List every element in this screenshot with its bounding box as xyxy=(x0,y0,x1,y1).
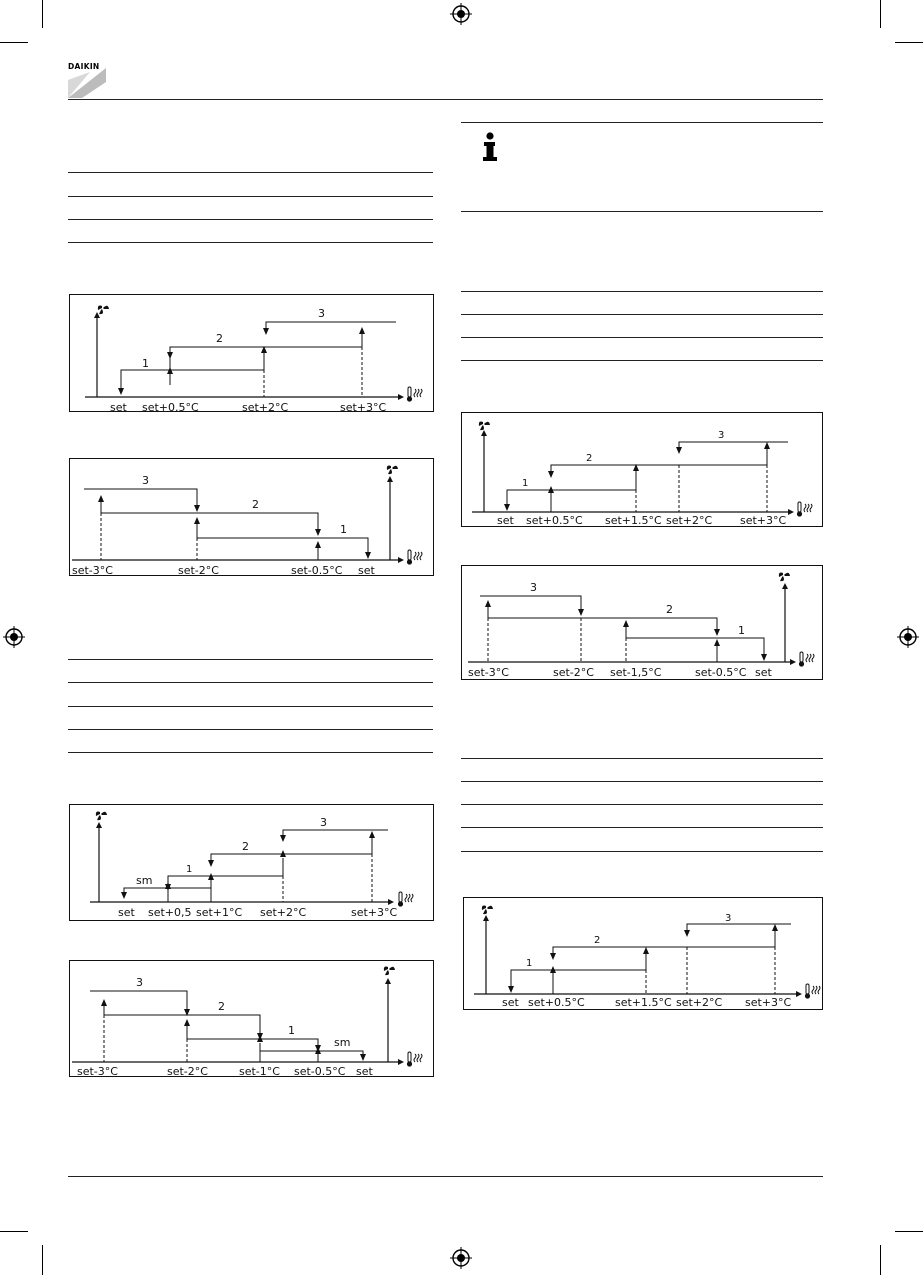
thermometer-heat-icon xyxy=(797,502,812,517)
tick-label: set+1.5°C xyxy=(605,514,662,527)
down-arrow xyxy=(280,835,286,842)
crop-mark xyxy=(880,0,881,28)
table-rule xyxy=(461,781,823,782)
up-arrow xyxy=(764,442,770,449)
level-1-line xyxy=(187,1023,318,1050)
tick-label: set+2°C xyxy=(666,514,713,527)
info-icon xyxy=(481,132,499,162)
up-arrow xyxy=(98,495,104,502)
fan-speed-diagram xyxy=(69,294,434,412)
tick-label: set+3°C xyxy=(340,401,387,414)
table-rule xyxy=(68,219,433,220)
header-rule xyxy=(68,99,823,100)
down-arrow xyxy=(761,654,767,661)
down-arrow xyxy=(684,930,690,937)
y-axis-arrow xyxy=(94,312,100,318)
x-axis-arrow xyxy=(388,899,394,905)
down-arrow xyxy=(208,860,214,867)
down-arrow xyxy=(676,447,682,454)
fan-icon xyxy=(479,422,490,431)
down-arrow xyxy=(118,388,124,395)
tick-label: set-1,5°C xyxy=(610,666,662,679)
crop-mark xyxy=(895,1231,923,1232)
table-rule xyxy=(461,851,823,852)
level-2-line xyxy=(551,446,767,475)
tick-label: set+3°C xyxy=(740,514,787,527)
tick-label: set+0.5°C xyxy=(526,514,583,527)
level-label: 1 xyxy=(340,523,347,536)
fan-speed-diagram xyxy=(463,897,823,1010)
up-arrow xyxy=(772,924,778,931)
tick-label: set xyxy=(356,1065,373,1078)
fan-icon xyxy=(384,967,395,976)
tick-label: set-3°C xyxy=(72,564,113,577)
table-rule xyxy=(68,706,433,707)
tick-label: set-0.5°C xyxy=(291,564,343,577)
fan-icon xyxy=(98,306,109,315)
level-label: 1 xyxy=(526,958,533,969)
level-label: 2 xyxy=(242,840,249,853)
tick-label: set-3°C xyxy=(77,1065,118,1078)
tick-label: set+0.5°C xyxy=(528,996,585,1009)
up-arrow xyxy=(184,1019,190,1026)
crop-mark xyxy=(42,1245,43,1275)
level-label: sm xyxy=(334,1036,351,1049)
tick-label: set-2°C xyxy=(178,564,219,577)
fan-icon xyxy=(779,573,790,582)
up-arrow xyxy=(101,999,107,1006)
tick-label: set+3°C xyxy=(351,906,398,919)
tick-label: set+0.5°C xyxy=(142,401,199,414)
fan-icon xyxy=(482,906,493,915)
tick-label: set xyxy=(110,401,127,414)
x-axis-arrow xyxy=(796,991,802,997)
y-axis-arrow xyxy=(96,822,102,828)
tick-label: set+0,5 xyxy=(148,906,192,919)
down-arrow xyxy=(578,609,584,616)
level-label: 2 xyxy=(586,453,593,464)
x-axis-arrow xyxy=(790,659,796,665)
table-rule xyxy=(68,752,433,753)
tick-label: set+1.5°C xyxy=(615,996,672,1009)
level-3-line xyxy=(480,596,581,613)
tick-label: set-0.5°C xyxy=(695,666,747,679)
table-rule xyxy=(461,827,823,828)
level-label: 1 xyxy=(186,864,193,875)
fan-speed-diagram xyxy=(461,565,823,680)
table-rule xyxy=(461,314,823,315)
registration-mark xyxy=(897,626,919,648)
level-label: 1 xyxy=(288,1024,295,1037)
level-label: sm xyxy=(136,874,153,887)
tick-label: set-0.5°C xyxy=(294,1065,346,1078)
thermometer-heat-icon xyxy=(398,892,413,907)
up-arrow xyxy=(194,517,200,524)
level-3-line xyxy=(679,442,788,451)
level-1-line xyxy=(511,951,646,990)
down-arrow xyxy=(548,471,554,478)
table-rule xyxy=(68,242,433,243)
registration-mark xyxy=(3,626,25,648)
crop-mark xyxy=(42,0,43,28)
down-arrow xyxy=(263,328,269,335)
tick-label: set-2°C xyxy=(167,1065,208,1078)
level-2-line xyxy=(488,604,717,633)
tick-label: set-2°C xyxy=(553,666,594,679)
y-axis-arrow xyxy=(481,430,487,436)
brand-name: DAIKIN xyxy=(68,62,100,71)
thermometer-heat-icon xyxy=(407,550,422,565)
fan-speed-diagram xyxy=(69,458,434,576)
table-rule xyxy=(461,758,823,759)
down-arrow xyxy=(504,504,510,511)
tick-label: set+2°C xyxy=(676,996,723,1009)
x-axis-arrow xyxy=(398,1059,404,1065)
table-rule xyxy=(461,804,823,805)
table-rule xyxy=(68,196,433,197)
level-label: 3 xyxy=(318,307,325,320)
level-label: 1 xyxy=(522,478,529,489)
table-rule xyxy=(68,729,433,730)
level-2-line xyxy=(104,1003,260,1037)
down-arrow xyxy=(714,629,720,636)
x-axis-arrow xyxy=(398,557,404,563)
crop-mark xyxy=(880,1245,881,1275)
registration-mark xyxy=(450,3,472,25)
tick-label: set xyxy=(502,996,519,1009)
level-2-line xyxy=(101,499,318,533)
tick-label: set xyxy=(755,666,772,679)
tick-label: set xyxy=(497,514,514,527)
x-axis-arrow xyxy=(788,509,794,515)
down-arrow xyxy=(315,529,321,536)
level-label: 2 xyxy=(252,498,259,511)
crop-mark xyxy=(0,42,28,43)
down-arrow xyxy=(167,352,173,359)
fan-icon xyxy=(96,812,107,821)
level-2-line xyxy=(553,928,775,957)
thermometer-heat-icon xyxy=(407,1052,422,1067)
table-rule xyxy=(68,172,433,173)
table-rule xyxy=(68,682,433,683)
x-axis-arrow xyxy=(398,394,404,400)
level-label: 2 xyxy=(216,332,223,345)
tick-label: set-3°C xyxy=(468,666,509,679)
up-arrow xyxy=(359,327,365,334)
fan-speed-diagram xyxy=(461,412,823,527)
tick-label: set+2°C xyxy=(260,906,307,919)
up-arrow xyxy=(623,620,629,627)
tick-label: set+1°C xyxy=(196,906,243,919)
down-arrow xyxy=(360,1054,366,1061)
level-label: 3 xyxy=(320,816,327,829)
level-2-line xyxy=(211,835,372,865)
tick-label: set+2°C xyxy=(242,401,289,414)
up-arrow xyxy=(643,947,649,954)
level-label: 2 xyxy=(218,1000,225,1013)
down-arrow xyxy=(194,505,200,512)
level-label: 3 xyxy=(530,581,537,594)
fan-speed-diagram xyxy=(69,960,434,1077)
level-label: 1 xyxy=(142,357,149,370)
footer-rule xyxy=(68,1176,823,1177)
level-3-line xyxy=(266,322,396,333)
thermometer-heat-icon xyxy=(805,984,820,999)
fan-icon xyxy=(387,466,398,475)
crop-mark xyxy=(0,1231,28,1232)
up-arrow xyxy=(369,831,375,838)
tick-label: set-1°C xyxy=(239,1065,280,1078)
down-arrow xyxy=(508,986,514,993)
y-axis-arrow xyxy=(483,915,489,921)
level-label: 3 xyxy=(725,913,732,924)
tick-label: set xyxy=(358,564,375,577)
table-rule xyxy=(461,360,823,361)
daikin-logo xyxy=(68,60,106,98)
level-label: 2 xyxy=(594,935,601,946)
down-arrow xyxy=(550,953,556,960)
level-label: 1 xyxy=(738,624,745,637)
up-arrow xyxy=(485,600,491,607)
registration-mark xyxy=(450,1247,472,1269)
down-arrow xyxy=(365,552,371,559)
tick-label: set+3°C xyxy=(745,996,792,1009)
table-rule xyxy=(68,659,433,660)
fan-speed-diagram xyxy=(69,804,434,921)
level-label: 2 xyxy=(666,603,673,616)
down-arrow xyxy=(121,892,127,899)
level-label: 3 xyxy=(136,976,143,989)
note-rule xyxy=(461,211,823,212)
y-axis-arrow xyxy=(387,476,393,482)
level-label: 3 xyxy=(142,474,149,487)
table-rule xyxy=(461,337,823,338)
level-label: 3 xyxy=(718,430,725,441)
y-axis-arrow xyxy=(782,583,788,589)
table-rule xyxy=(461,291,823,292)
note-rule xyxy=(461,122,823,123)
tick-label: set xyxy=(118,906,135,919)
thermometer-heat-icon xyxy=(407,387,422,402)
crop-mark xyxy=(895,42,923,43)
thermometer-heat-icon xyxy=(799,652,814,667)
y-axis-arrow xyxy=(385,978,391,984)
